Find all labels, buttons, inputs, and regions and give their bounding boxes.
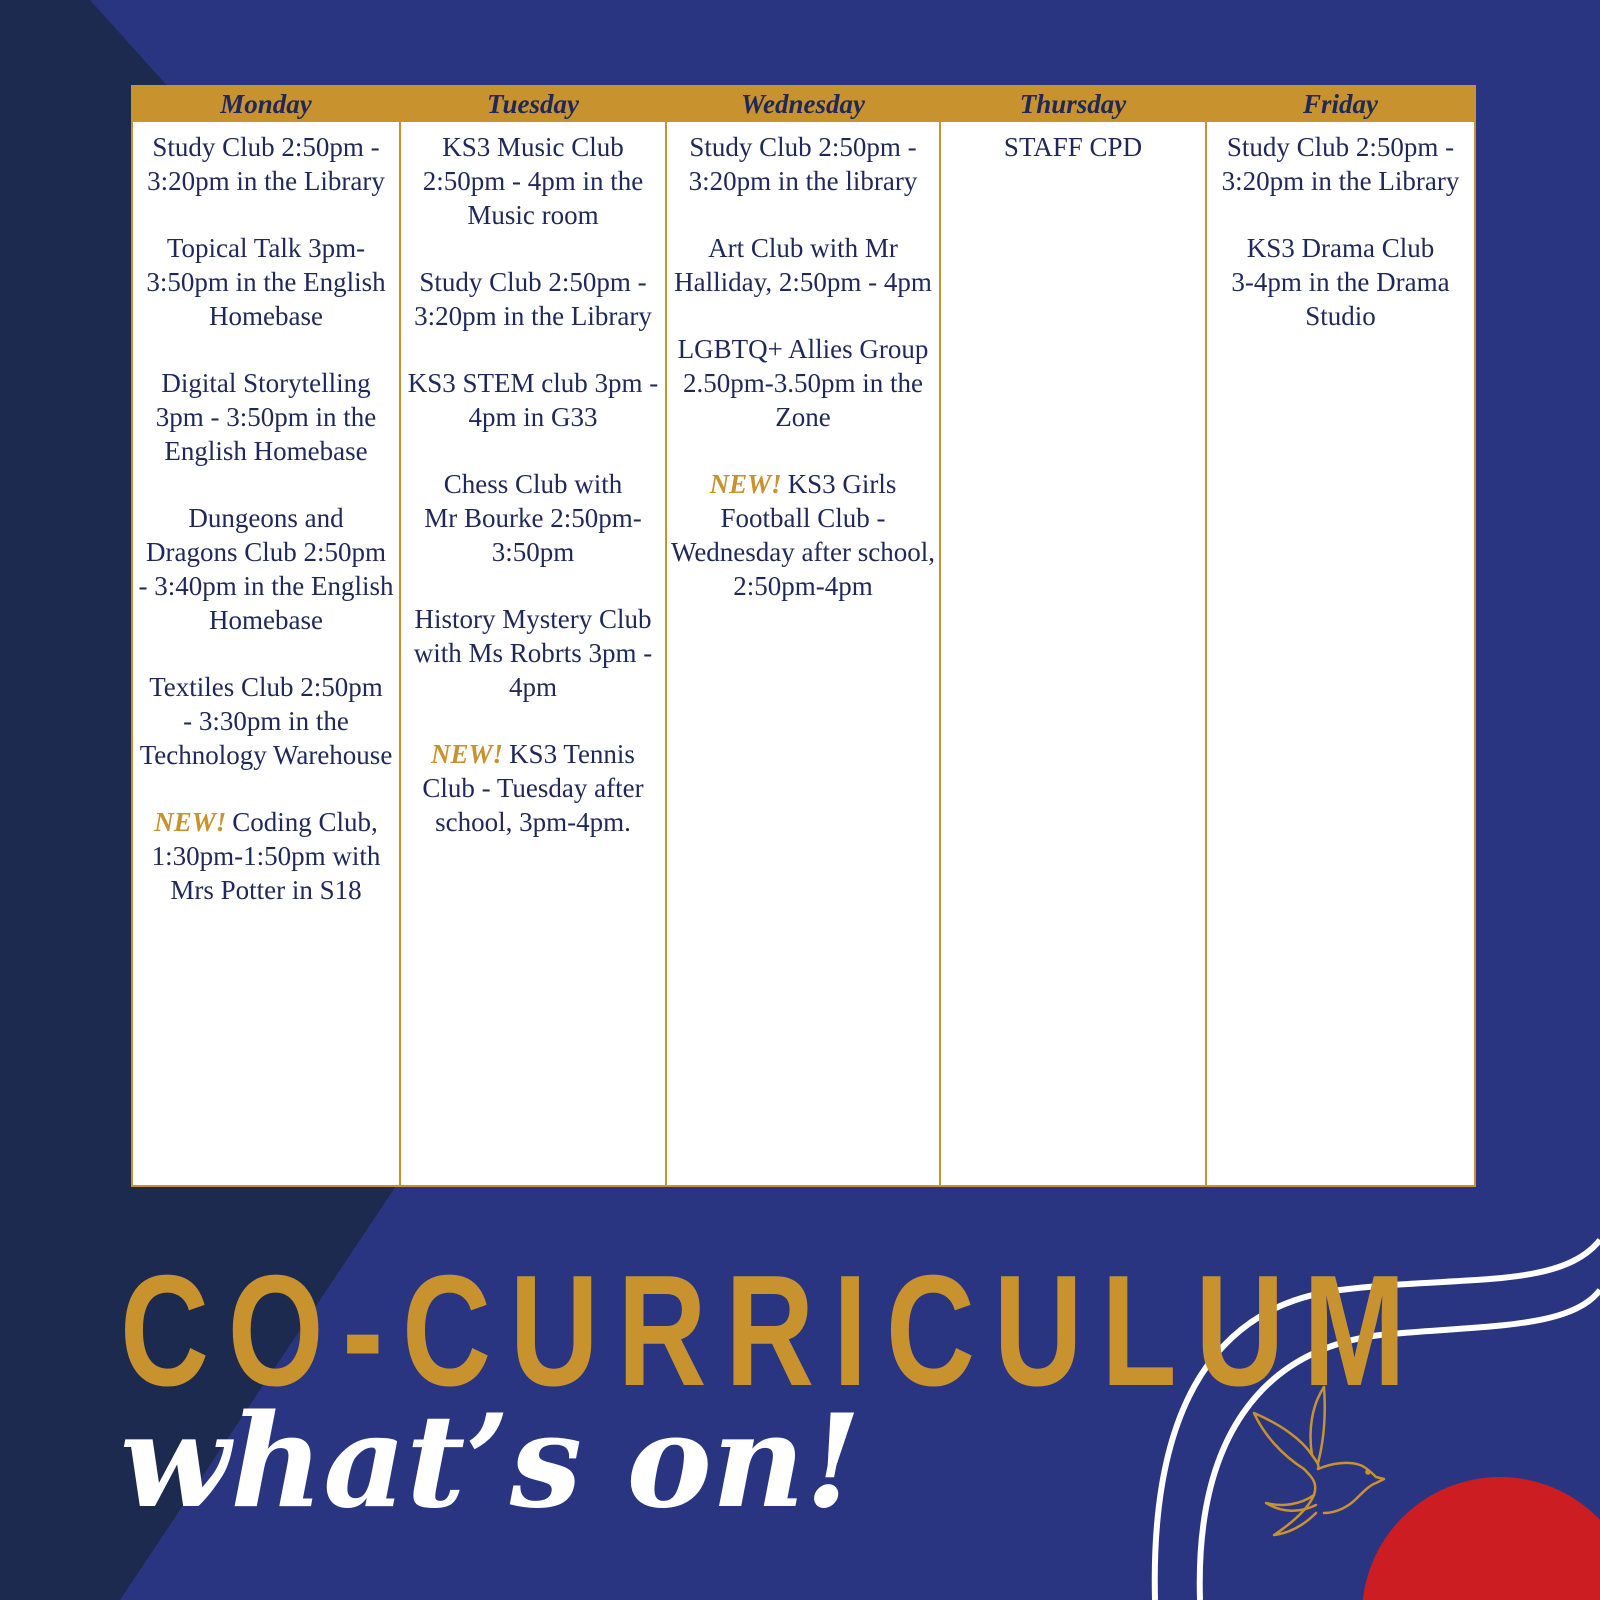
day-header-thursday: Thursday	[941, 87, 1205, 122]
club-entry: Study Club 2:50pm - 3:20pm in the Library	[147, 132, 385, 196]
day-column-monday	[133, 87, 401, 1185]
club-entry: Textiles Club 2:50pm - 3:30pm in the Technology Warehouse	[139, 672, 393, 770]
page-title: CO-CURRICULUM	[120, 1243, 1425, 1419]
new-badge: NEW!	[154, 807, 227, 837]
club-entry-new	[667, 467, 939, 603]
club-entry: LGBTQ+ Allies Group 2.50pm-3.50pm in the Zone	[677, 334, 929, 432]
day-column-friday	[1207, 87, 1474, 1185]
club-entry: Study Club 2:50pm - 3:20pm in the Library	[1221, 132, 1460, 196]
day-header-wednesday: Wednesday	[667, 87, 939, 122]
club-entry: Digital Storytelling 3pm - 3:50pm in the English Homebase	[155, 368, 377, 466]
club-entry: KS3 STEM club 3pm - 4pm in G33	[407, 368, 659, 432]
timetable	[131, 85, 1476, 1187]
day-column-wednesday	[667, 87, 941, 1185]
club-entry: Art Club with Mr Halliday, 2:50pm - 4pm	[674, 233, 932, 297]
new-badge: NEW!	[431, 739, 504, 769]
club-entry: Study Club 2:50pm - 3:20pm in the library	[688, 132, 918, 196]
page-subtitle: what’s on!	[120, 1387, 862, 1537]
club-entry: History Mystery Club with Ms Robrts 3pm - 4pm	[413, 604, 653, 702]
club-entry: Study Club 2:50pm - 3:20pm in the Library	[414, 267, 652, 331]
club-text: KS3 Girls Football Club - Wednesday after school, 2:50pm-4pm	[671, 469, 935, 601]
club-entry: Dungeons and Dragons Club 2:50pm - 3:40pm in the English Homebase	[138, 503, 394, 635]
red-circle	[1362, 1477, 1600, 1600]
day-body-tuesday	[401, 122, 665, 1185]
day-header-friday: Friday	[1207, 87, 1474, 122]
new-badge: NEW!	[709, 469, 782, 499]
day-column-tuesday	[401, 87, 667, 1185]
club-text: Coding Club, 1:30pm-1:50pm with Mrs Potter in S18	[151, 807, 381, 905]
club-text: KS3 Tennis Club - Tuesday after school, 3pm-4pm.	[422, 739, 644, 837]
day-column-thursday	[941, 87, 1207, 1185]
day-body-friday	[1207, 122, 1474, 1185]
club-entry: STAFF CPD	[1003, 132, 1143, 162]
day-body-monday	[133, 122, 399, 1185]
dove-icon	[1252, 1385, 1387, 1545]
club-entry: Chess Club with Mr Bourke 2:50pm- 3:50pm	[424, 469, 642, 567]
club-entry-new	[133, 805, 399, 907]
club-entry: Topical Talk 3pm- 3:50pm in the English Homebase	[146, 233, 386, 331]
day-body-thursday	[941, 122, 1205, 1185]
day-header-tuesday: Tuesday	[401, 87, 665, 122]
day-body-wednesday	[667, 122, 939, 1185]
day-header-monday: Monday	[133, 87, 399, 122]
club-entry-new	[401, 737, 665, 839]
club-entry: KS3 Music Club 2:50pm - 4pm in the Music room	[422, 132, 644, 230]
club-entry: KS3 Drama Club 3-4pm in the Drama Studio	[1231, 233, 1450, 331]
